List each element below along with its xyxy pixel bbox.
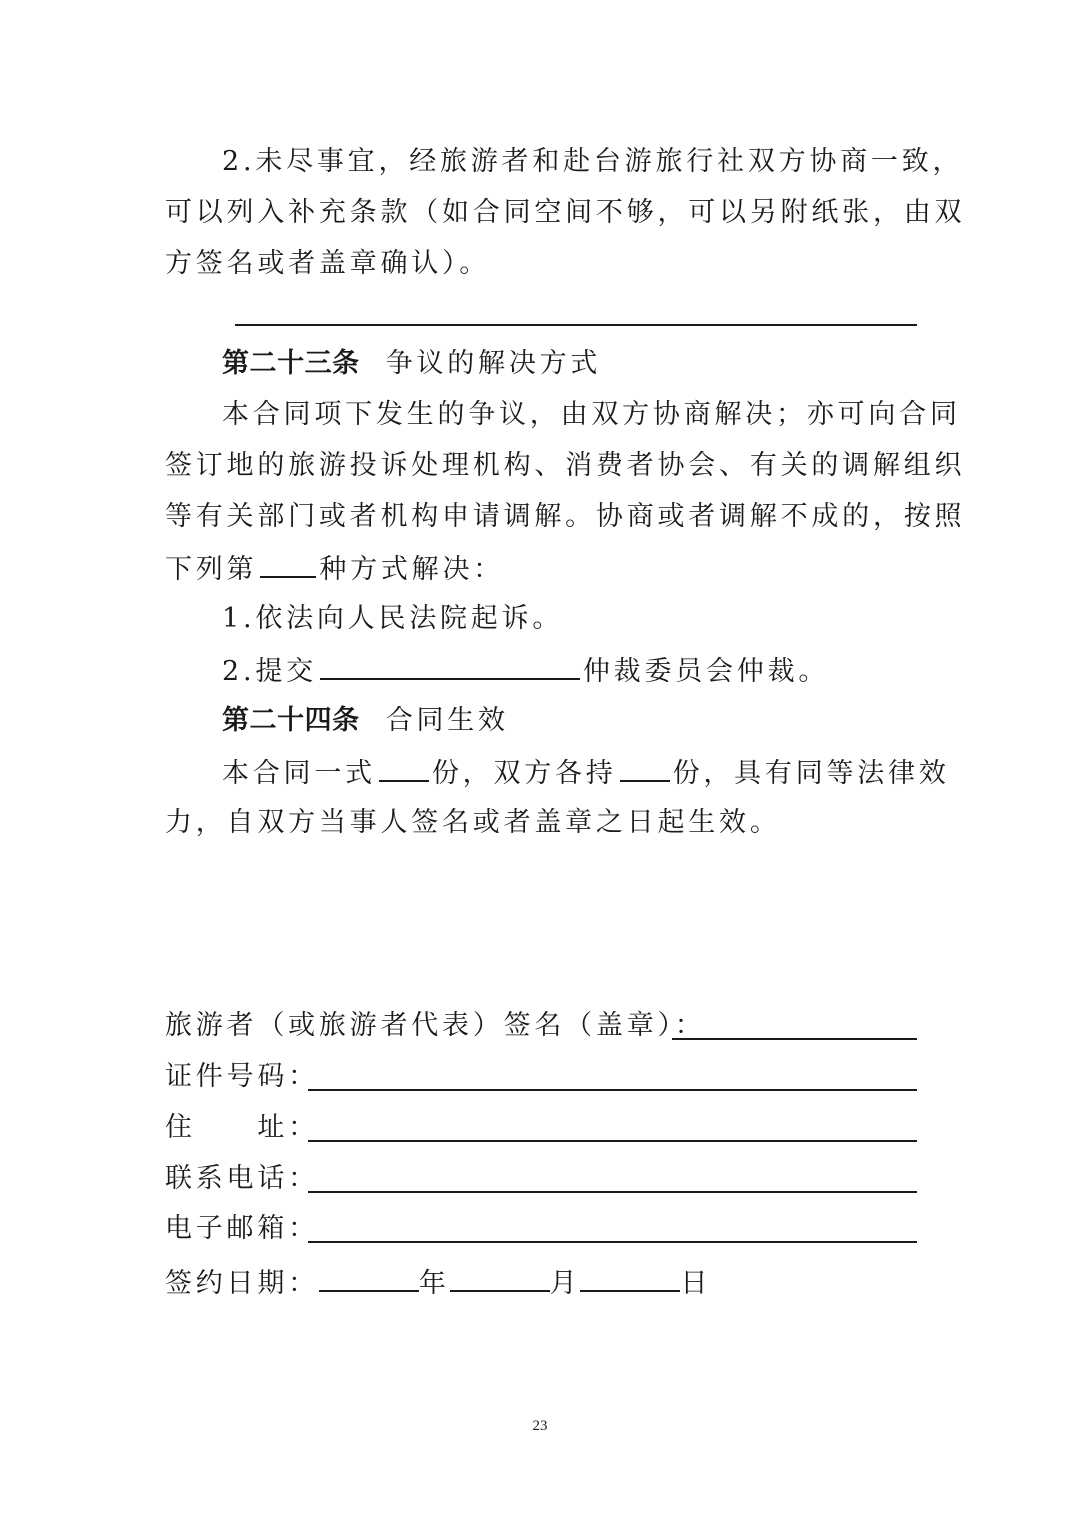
year-label: 年 (418, 1268, 450, 1299)
article23-para-line4 (165, 548, 917, 590)
article23-option2-post: 仲裁委员会仲裁。 (582, 656, 830, 687)
email-field[interactable] (308, 1241, 917, 1243)
phone-label: 联系电话： (165, 1163, 319, 1194)
article24-heading (222, 701, 917, 741)
signing-date-label: 签约日期： (165, 1268, 319, 1299)
article24-line1 (222, 752, 950, 794)
month-field[interactable] (450, 1260, 550, 1292)
signer-label: 旅游者（或旅游者代表）签名（盖章）： (165, 1010, 706, 1041)
id-number-label: 证件号码： (165, 1061, 319, 1092)
copies-each-blank[interactable] (620, 752, 670, 782)
signer-signature-field[interactable] (672, 1038, 917, 1040)
clause22-item2-line3: 方签名或者盖章确认）。 (165, 248, 491, 279)
id-number-field[interactable] (308, 1089, 917, 1091)
article23-heading (222, 344, 917, 384)
dispute-method-blank[interactable] (260, 548, 316, 578)
copies-total-blank[interactable] (379, 752, 429, 782)
article23-number: 第二十三条 (222, 348, 360, 379)
clause22-item2-line1: 2.未尽事宜，经旅游者和赴台游旅行社双方协商一致， (222, 146, 964, 177)
address-label: 住 址： (165, 1112, 319, 1143)
year-field[interactable] (319, 1260, 419, 1292)
clause22-item2-line2: 可以列入补充条款（如合同空间不够，可以另附纸张，由双 (165, 197, 966, 228)
article23-para-line4-post: 种方式解决： (319, 554, 505, 585)
article23-option2 (222, 650, 917, 692)
article23-para-line4-pre: 下列第 (165, 554, 258, 585)
article23-para-line2: 签订地的旅游投诉处理机构、消费者协会、有关的调解组织 (165, 450, 966, 481)
email-label: 电子邮箱： (165, 1213, 319, 1244)
address-field[interactable] (308, 1140, 917, 1142)
article23-para-line1: 本合同项下发生的争议，由双方协商解决；亦可向合同 (222, 399, 961, 430)
article24-line2: 力，自双方当事人签名或者盖章之日起生效。 (165, 807, 781, 838)
page-number: 23 (532, 1418, 548, 1434)
section-divider (235, 324, 917, 326)
article24-line1-a: 本合同一式 (222, 758, 376, 789)
article24-line1-b: 份，双方各持 (431, 758, 617, 789)
article23-title: 争议的解决方式 (385, 348, 602, 379)
phone-field[interactable] (308, 1191, 917, 1193)
day-label: 日 (680, 1268, 712, 1299)
signing-date-row (165, 1260, 711, 1304)
month-label: 月 (549, 1268, 581, 1299)
article24-line1-c: 份，具有同等法律效 (672, 758, 950, 789)
article24-title: 合同生效 (385, 705, 509, 736)
day-field[interactable] (580, 1260, 680, 1292)
article23-para-line3: 等有关部门或者机构申请调解。协商或者调解不成的，按照 (165, 501, 966, 532)
arbitration-committee-blank[interactable] (320, 650, 580, 680)
article24-number: 第二十四条 (222, 705, 360, 736)
article23-option2-pre: 2.提交 (222, 656, 317, 687)
article23-option1: 1.依法向人民法院起诉。 (222, 603, 564, 634)
